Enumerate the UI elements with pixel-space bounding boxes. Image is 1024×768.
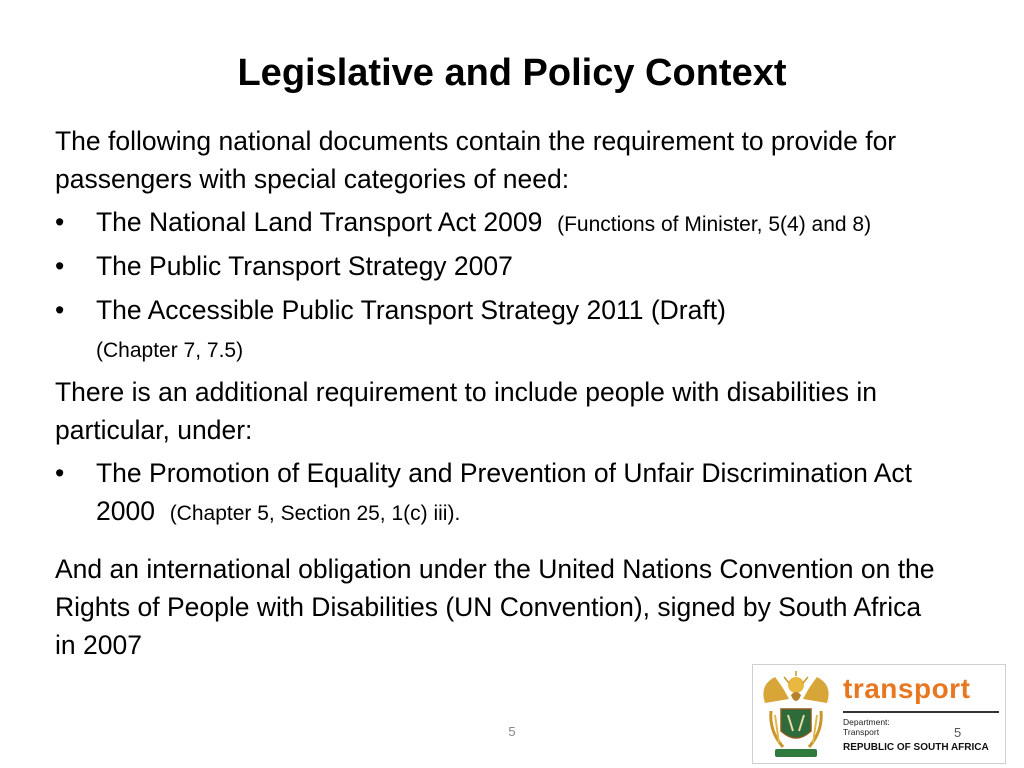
department-label xyxy=(843,717,890,737)
document-reference: (Functions of Minister, 5(4) and 8) xyxy=(557,213,872,236)
document-reference: (Chapter 5, Section 25, 1(c) iii). xyxy=(169,502,461,525)
bullet-icon: • xyxy=(55,251,65,281)
additional-paragraph: There is an additional requirement to include people with disabilities in particular, under: xyxy=(55,377,877,445)
slide-title: Legislative and Policy Context xyxy=(237,52,787,94)
coat-of-arms-icon xyxy=(753,665,839,765)
brand-name: transport xyxy=(843,673,971,704)
additional-documents-list xyxy=(55,454,935,530)
document-reference: (Chapter 7, 7.5) xyxy=(96,339,244,362)
document-title: The National Land Transport Act 2009 xyxy=(96,207,543,237)
bullet-icon: • xyxy=(55,295,65,325)
department-line-1: Department: xyxy=(843,717,890,727)
document-title: The Promotion of Equality and Prevention of Unfair Discrimination Act 2000 xyxy=(96,458,913,526)
international-paragraph: And an international obligation under the United Nations Convention on the Rights of People with Disabilities (UN Convention), signed by South Africa in 2007 xyxy=(55,554,935,660)
list-item xyxy=(55,454,935,530)
intro-paragraph: The following national documents contain the requirement to provide for passengers with special categories of need: xyxy=(55,126,897,194)
department-logo xyxy=(752,664,1006,764)
document-title: The Accessible Public Transport Strategy 2011 (Draft) xyxy=(96,295,726,325)
page-number: 5 xyxy=(508,724,516,739)
document-title: The Public Transport Strategy 2007 xyxy=(96,251,513,281)
national-documents-list xyxy=(55,203,935,367)
bullet-icon: • xyxy=(55,458,65,488)
bullet-icon: • xyxy=(55,207,65,237)
country-label: REPUBLIC OF SOUTH AFRICA xyxy=(843,742,989,753)
department-line-2: Transport xyxy=(843,727,880,737)
list-item xyxy=(55,247,935,285)
list-item xyxy=(55,203,935,241)
slide-content xyxy=(55,122,935,669)
list-item xyxy=(55,291,935,367)
page-number-secondary: 5 xyxy=(954,725,962,740)
logo-divider xyxy=(843,711,999,713)
